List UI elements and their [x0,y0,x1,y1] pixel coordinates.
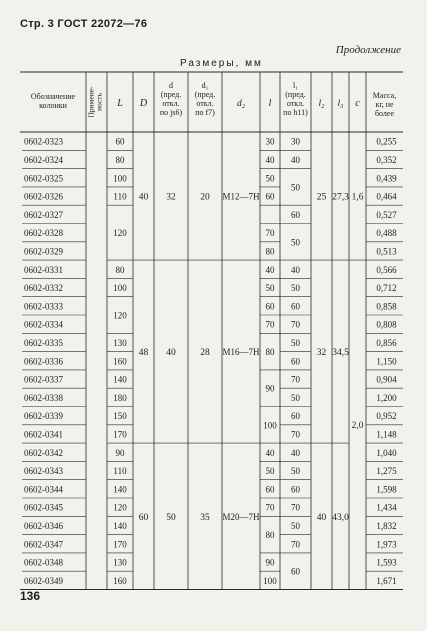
cell-l1: 60 [291,484,300,495]
cell-l1: 40 [291,447,300,458]
cell-l1: 60 [291,411,300,422]
row-mass: 0,808 [376,319,397,330]
row-mass: 0,352 [376,154,397,165]
row-mass: 1,671 [376,575,397,586]
row-code: 0602-0341 [24,429,63,440]
cell-L: 160 [113,575,127,586]
row-mass: 0,439 [376,173,397,184]
cell-d2: M12—7H [222,191,260,202]
cell-l: 70 [265,228,275,239]
row-mass: 1,200 [376,392,397,403]
row-code: 0602-0349 [24,575,63,586]
cell-l1: 60 [291,301,300,312]
row-code: 0602-0344 [24,484,63,495]
cell-l3: 43,0 [332,512,349,523]
row-mass: 0,856 [376,337,397,348]
cell-l: 70 [265,502,275,513]
cell-l: 80 [265,530,275,541]
row-mass: 1,832 [376,520,397,531]
cell-l2: 32 [316,348,327,359]
cell-d1: 20 [200,192,210,203]
cell-d: 32 [166,192,176,203]
cell-l: 80 [265,347,275,358]
cell-L: 100 [113,283,127,294]
cell-l1: 50 [291,337,300,348]
header-applicability: ность [94,93,104,111]
row-mass: 0,464 [376,191,397,202]
cell-l1: 40 [291,154,300,165]
cell-D: 60 [138,512,149,523]
header-designation: Обозначение [30,92,76,101]
cell-L: 130 [113,337,127,348]
header-designation: колонки [39,101,67,110]
row-code: 0602-0325 [24,173,63,184]
cell-L: 140 [113,374,127,385]
cell-l1: 70 [291,502,300,513]
row-mass: 0,255 [376,136,397,147]
row-mass: 1,148 [376,429,397,440]
cell-L: 120 [113,310,127,321]
cell-L: 120 [113,502,127,513]
header-d1: d₁ [201,81,209,90]
row-code: 0602-0333 [24,301,63,312]
cell-d2: M20—7H [222,511,260,522]
cell-l1: 70 [291,374,300,385]
cell-l: 60 [265,484,275,495]
cell-D: 48 [138,348,149,359]
row-mass: 1,275 [376,466,397,477]
cell-l1: 60 [291,209,300,220]
row-code: 0602-0348 [24,557,63,568]
cell-L: 170 [113,429,127,440]
cell-l: 60 [265,191,275,202]
cell-L: 80 [115,264,125,275]
cell-l2: 40 [316,512,327,523]
row-code: 0602-0334 [24,319,63,330]
cell-L: 140 [113,484,127,495]
cell-L: 180 [113,392,127,403]
header-mass: более [374,109,395,118]
cell-d1: 35 [200,512,210,523]
row-code: 0602-0347 [24,539,63,550]
row-mass: 1,150 [376,356,397,367]
cell-D: 40 [138,192,149,203]
cell-L: 90 [115,447,125,458]
row-code: 0602-0324 [24,154,63,165]
cell-l1: 50 [291,520,300,531]
cell-L: 110 [113,191,127,202]
row-code: 0602-0346 [24,520,63,531]
cell-L: 110 [113,466,127,477]
header-d2: d₂ [236,99,246,109]
header-d: по js6) [159,108,183,117]
row-code: 0602-0326 [24,191,63,202]
cell-L: 80 [115,154,125,165]
row-mass: 1,593 [376,557,397,568]
row-mass: 0,904 [376,374,397,385]
cell-l: 40 [265,447,275,458]
cell-L: 150 [113,411,127,422]
row-code: 0602-0336 [24,356,63,367]
cell-l: 40 [265,154,275,165]
cell-l1: 40 [291,264,300,275]
cell-d: 40 [166,348,176,359]
row-code: 0602-0329 [24,246,63,257]
cell-d: 50 [166,512,176,523]
header-c: c [355,98,360,109]
row-code: 0602-0342 [24,447,63,458]
cell-L: 60 [115,136,125,147]
cell-c: 1,6 [351,192,364,203]
row-mass: 0,527 [376,209,397,220]
cell-l: 90 [265,557,275,568]
cell-l: 100 [263,575,277,586]
header-L: L [117,98,123,109]
cell-l: 50 [265,173,275,184]
row-mass: 1,434 [376,502,397,513]
continuation-label: Продолжение [335,44,401,56]
cell-l1: 60 [291,356,300,367]
cell-l3: 34,5 [332,348,349,359]
cell-L: 170 [113,539,127,550]
cell-l: 60 [265,301,275,312]
row-mass: 0,488 [376,228,397,239]
header-D: D [139,98,148,109]
cell-l1: 30 [291,136,300,147]
header-d: d [169,81,173,90]
cell-L: 130 [113,557,127,568]
row-code: 0602-0345 [24,502,63,513]
cell-d1: 28 [200,348,210,359]
cell-l: 40 [265,264,275,275]
cell-L: 100 [113,173,127,184]
page-header: Стр. 3 ГОСТ 22072—76 [20,18,148,30]
row-code: 0602-0332 [24,283,63,294]
header-d1: (пред. [194,90,216,99]
row-code: 0602-0331 [24,264,63,275]
cell-l1: 50 [291,283,300,294]
cell-l: 50 [265,283,275,294]
header-applicability: Примене- [86,86,96,118]
row-code: 0602-0338 [24,392,63,403]
header-d1: откл. [196,99,214,108]
cell-c: 2,0 [351,420,364,431]
cell-l1: 50 [291,392,300,403]
header-l1: откл. [286,99,305,108]
row-mass: 0,566 [376,264,397,275]
row-code: 0602-0335 [24,337,63,348]
cell-l2: 25 [316,192,327,203]
row-mass: 0,952 [376,411,397,422]
row-mass: 0,513 [376,246,397,257]
cell-l1: 50 [291,182,300,193]
cell-l1: 70 [291,319,300,330]
row-mass: 1,598 [376,484,397,495]
row-code: 0602-0343 [24,466,63,477]
cell-l: 30 [265,136,275,147]
header-d: откл. [162,99,180,108]
dimensions-title: Размеры, мм [180,58,263,69]
header-l: l [268,98,272,109]
cell-l: 100 [263,420,277,431]
cell-L: 120 [113,228,127,239]
header-l1: (пред. [285,90,306,99]
header-l1: l₁ [292,81,299,90]
cell-L: 160 [113,356,127,367]
row-code: 0602-0337 [24,374,63,385]
row-code: 0602-0327 [24,209,63,220]
header-l2: l₂ [318,99,325,109]
row-code: 0602-0328 [24,228,63,239]
row-code: 0602-0339 [24,411,63,422]
row-mass: 1,040 [376,447,397,458]
cell-l: 70 [265,319,275,330]
cell-d2: M16—7H [222,347,260,358]
header-l1: по h11) [283,108,308,117]
cell-l: 80 [265,246,275,257]
row-mass: 1,973 [376,539,397,550]
cell-L: 140 [113,520,127,531]
cell-l1: 70 [291,539,300,550]
cell-l1: 70 [291,429,300,440]
cell-l1: 60 [291,566,300,577]
header-mass: Масса, [372,91,397,100]
row-code: 0602-0323 [24,136,63,147]
page-number: 136 [20,589,41,603]
cell-l: 50 [265,466,275,477]
cell-l1: 50 [291,237,300,248]
header-mass: кг, не [375,100,394,109]
header-d: (пред. [160,90,182,99]
cell-l: 90 [265,383,275,394]
row-mass: 0,858 [376,301,397,312]
cell-l1: 50 [291,466,300,477]
header-d1: по f7) [195,108,215,117]
cell-l3: 27,3 [332,192,349,203]
row-mass: 0,712 [376,283,397,294]
header-l3: l₃ [337,99,344,109]
